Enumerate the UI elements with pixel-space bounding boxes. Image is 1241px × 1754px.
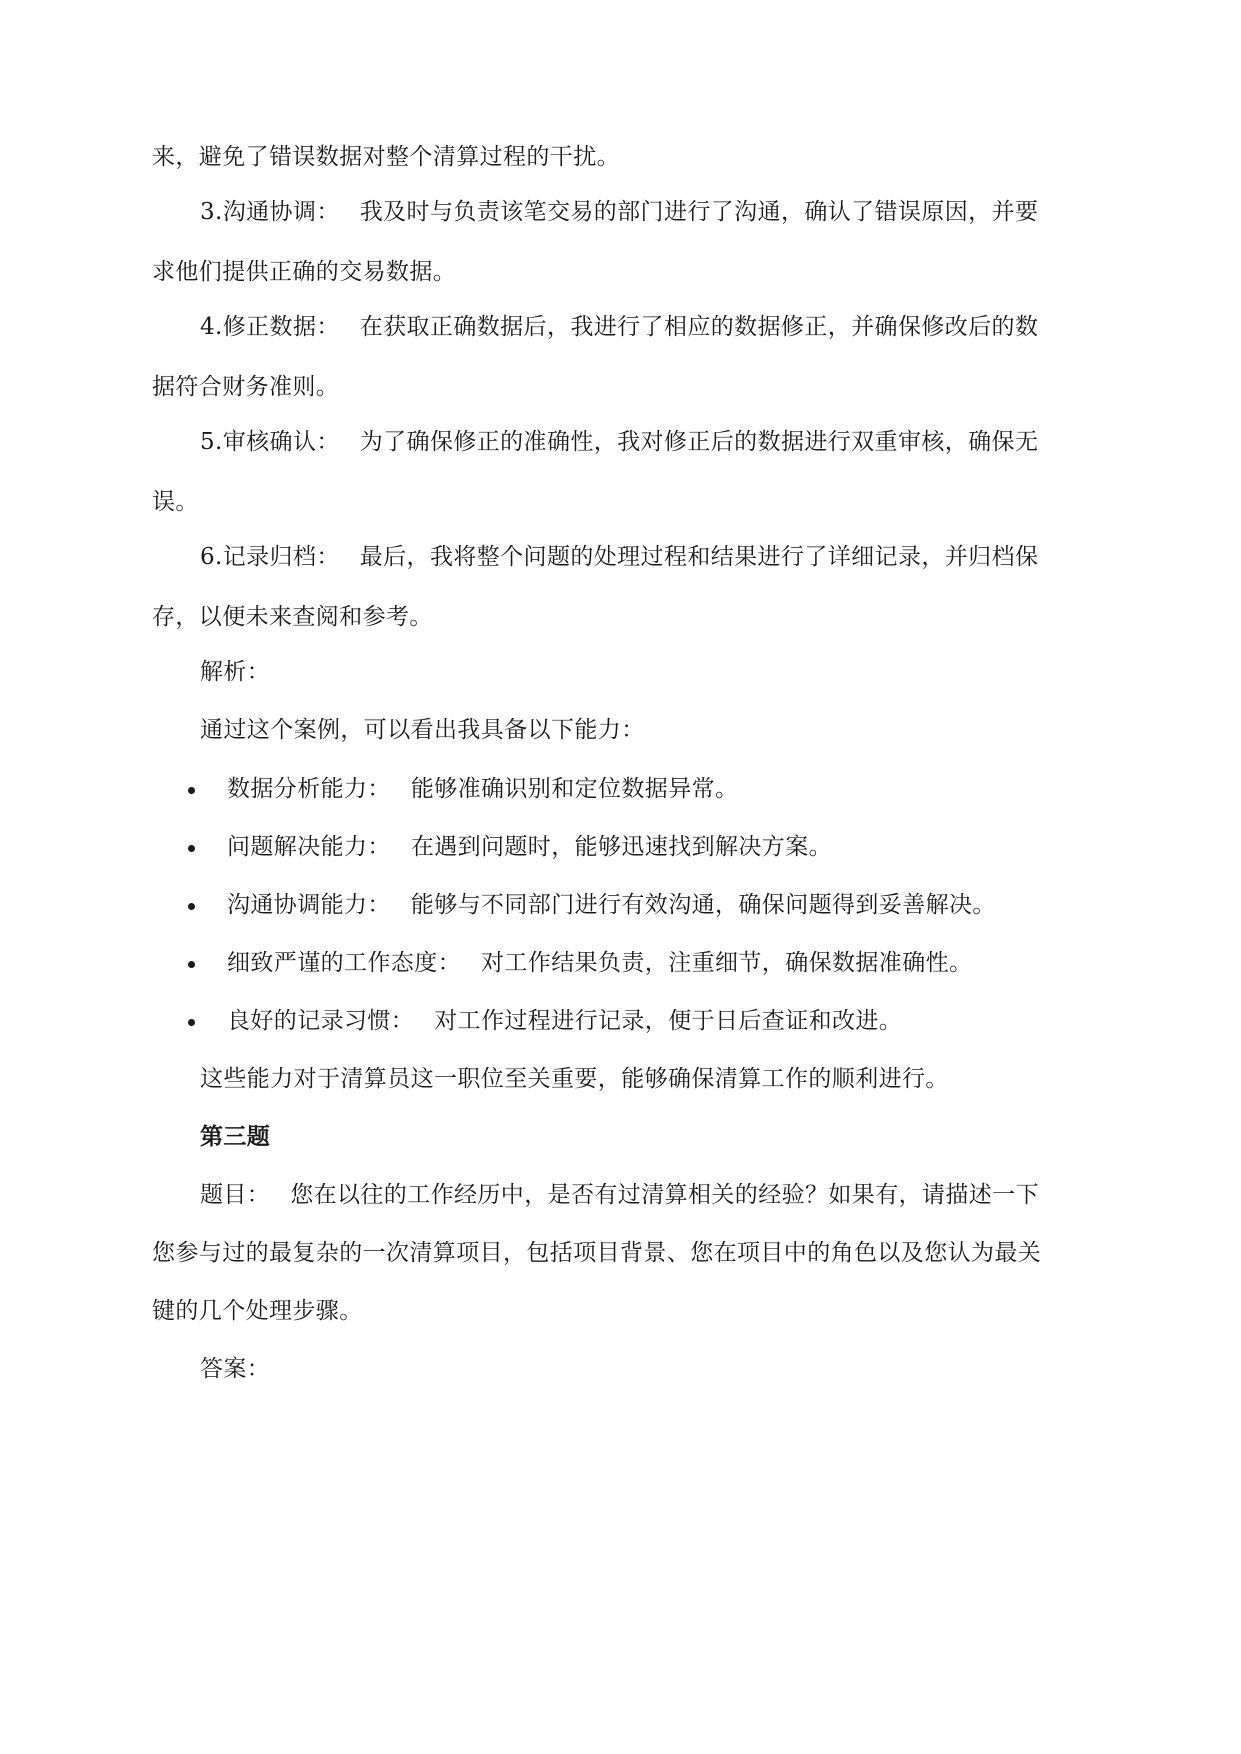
bullet-label: 细致严谨的工作态度： <box>227 950 461 976</box>
step-item-4 <box>152 313 1038 342</box>
list-item <box>152 949 972 978</box>
step-text: 最后，我将整个问题的处理过程和结果进行了详细记录，并归档保 <box>359 544 1039 570</box>
bullet-text: 在遇到问题时，能够迅速找到解决方案。 <box>410 834 833 860</box>
paragraph-line <box>152 143 620 172</box>
text: 这些能力对于清算员这一职位至关重要，能够确保清算工作的顺利进行。 <box>200 1066 949 1092</box>
bullet-label: 数据分析能力： <box>227 776 391 802</box>
paragraph-line <box>152 603 433 632</box>
paragraph-line <box>152 258 456 287</box>
paragraph-line <box>152 716 645 745</box>
bullet-text: 能够与不同部门进行有效沟通，确保问题得到妥善解决。 <box>410 892 996 918</box>
question-label: 题目： <box>200 1182 271 1208</box>
step-text: 为了确保修正的准确性，我对修正后的数据进行双重审核，确保无 <box>359 429 1039 455</box>
question-text: 您在以往的工作经历中，是否有过清算相关的经验？如果有，请描述一下 <box>290 1182 1040 1208</box>
heading-text: 第三题 <box>200 1124 271 1150</box>
paragraph-line <box>152 373 339 402</box>
bullet-text: 对工作过程进行记录，便于日后查证和改进。 <box>434 1008 903 1034</box>
step-label: 6.记录归档： <box>200 544 340 570</box>
step-item-3 <box>152 198 1038 227</box>
text: 键的几个处理步骤。 <box>152 1298 363 1324</box>
step-text: 我及时与负责该笔交易的部门进行了沟通，确认了错误原因，并要 <box>359 199 1039 225</box>
question-line <box>152 1181 1039 1210</box>
step-label: 4.修正数据： <box>200 314 340 340</box>
bullet-dot <box>188 787 195 794</box>
paragraph-line <box>152 1065 949 1094</box>
step-item-5 <box>152 428 1038 457</box>
paragraph-line <box>152 1239 1041 1268</box>
paragraph-line <box>152 1297 363 1326</box>
list-item <box>152 1007 902 1036</box>
text: 您参与过的最复杂的一次清算项目，包括项目背景、您在项目中的角色以及您认为最关 <box>152 1240 1042 1266</box>
paragraph-line <box>152 488 199 517</box>
section-heading <box>152 1123 270 1152</box>
analysis-label <box>152 658 270 687</box>
list-item <box>152 833 832 862</box>
list-item <box>152 775 738 804</box>
bullet-dot <box>188 845 195 852</box>
text: 通过这个案例，可以看出我具备以下能力： <box>200 717 645 743</box>
bullet-dot <box>188 961 195 968</box>
answer-label <box>152 1355 270 1384</box>
step-text: 在获取正确数据后，我进行了相应的数据修正，并确保修改后的数 <box>359 314 1039 340</box>
bullet-text: 能够准确识别和定位数据异常。 <box>410 776 739 802</box>
text: 来，避免了错误数据对整个清算过程的干扰。 <box>152 144 620 170</box>
step-label: 3.沟通协调： <box>200 199 340 225</box>
list-item <box>152 891 996 920</box>
step-item-6 <box>152 543 1038 572</box>
bullet-dot <box>188 1019 195 1026</box>
bullet-label: 问题解决能力： <box>227 834 391 860</box>
text: 解析： <box>200 659 271 685</box>
text: 据符合财务准则。 <box>152 374 340 400</box>
text: 存，以便未来查阅和参考。 <box>152 604 433 630</box>
text: 答案： <box>200 1356 271 1382</box>
bullet-text: 对工作结果负责，注重细节，确保数据准确性。 <box>481 950 973 976</box>
bullet-label: 沟通协调能力： <box>227 892 391 918</box>
bullet-dot <box>188 903 195 910</box>
step-label: 5.审核确认： <box>200 429 340 455</box>
text: 误。 <box>152 489 199 515</box>
bullet-label: 良好的记录习惯： <box>227 1008 415 1034</box>
text: 求他们提供正确的交易数据。 <box>152 259 457 285</box>
